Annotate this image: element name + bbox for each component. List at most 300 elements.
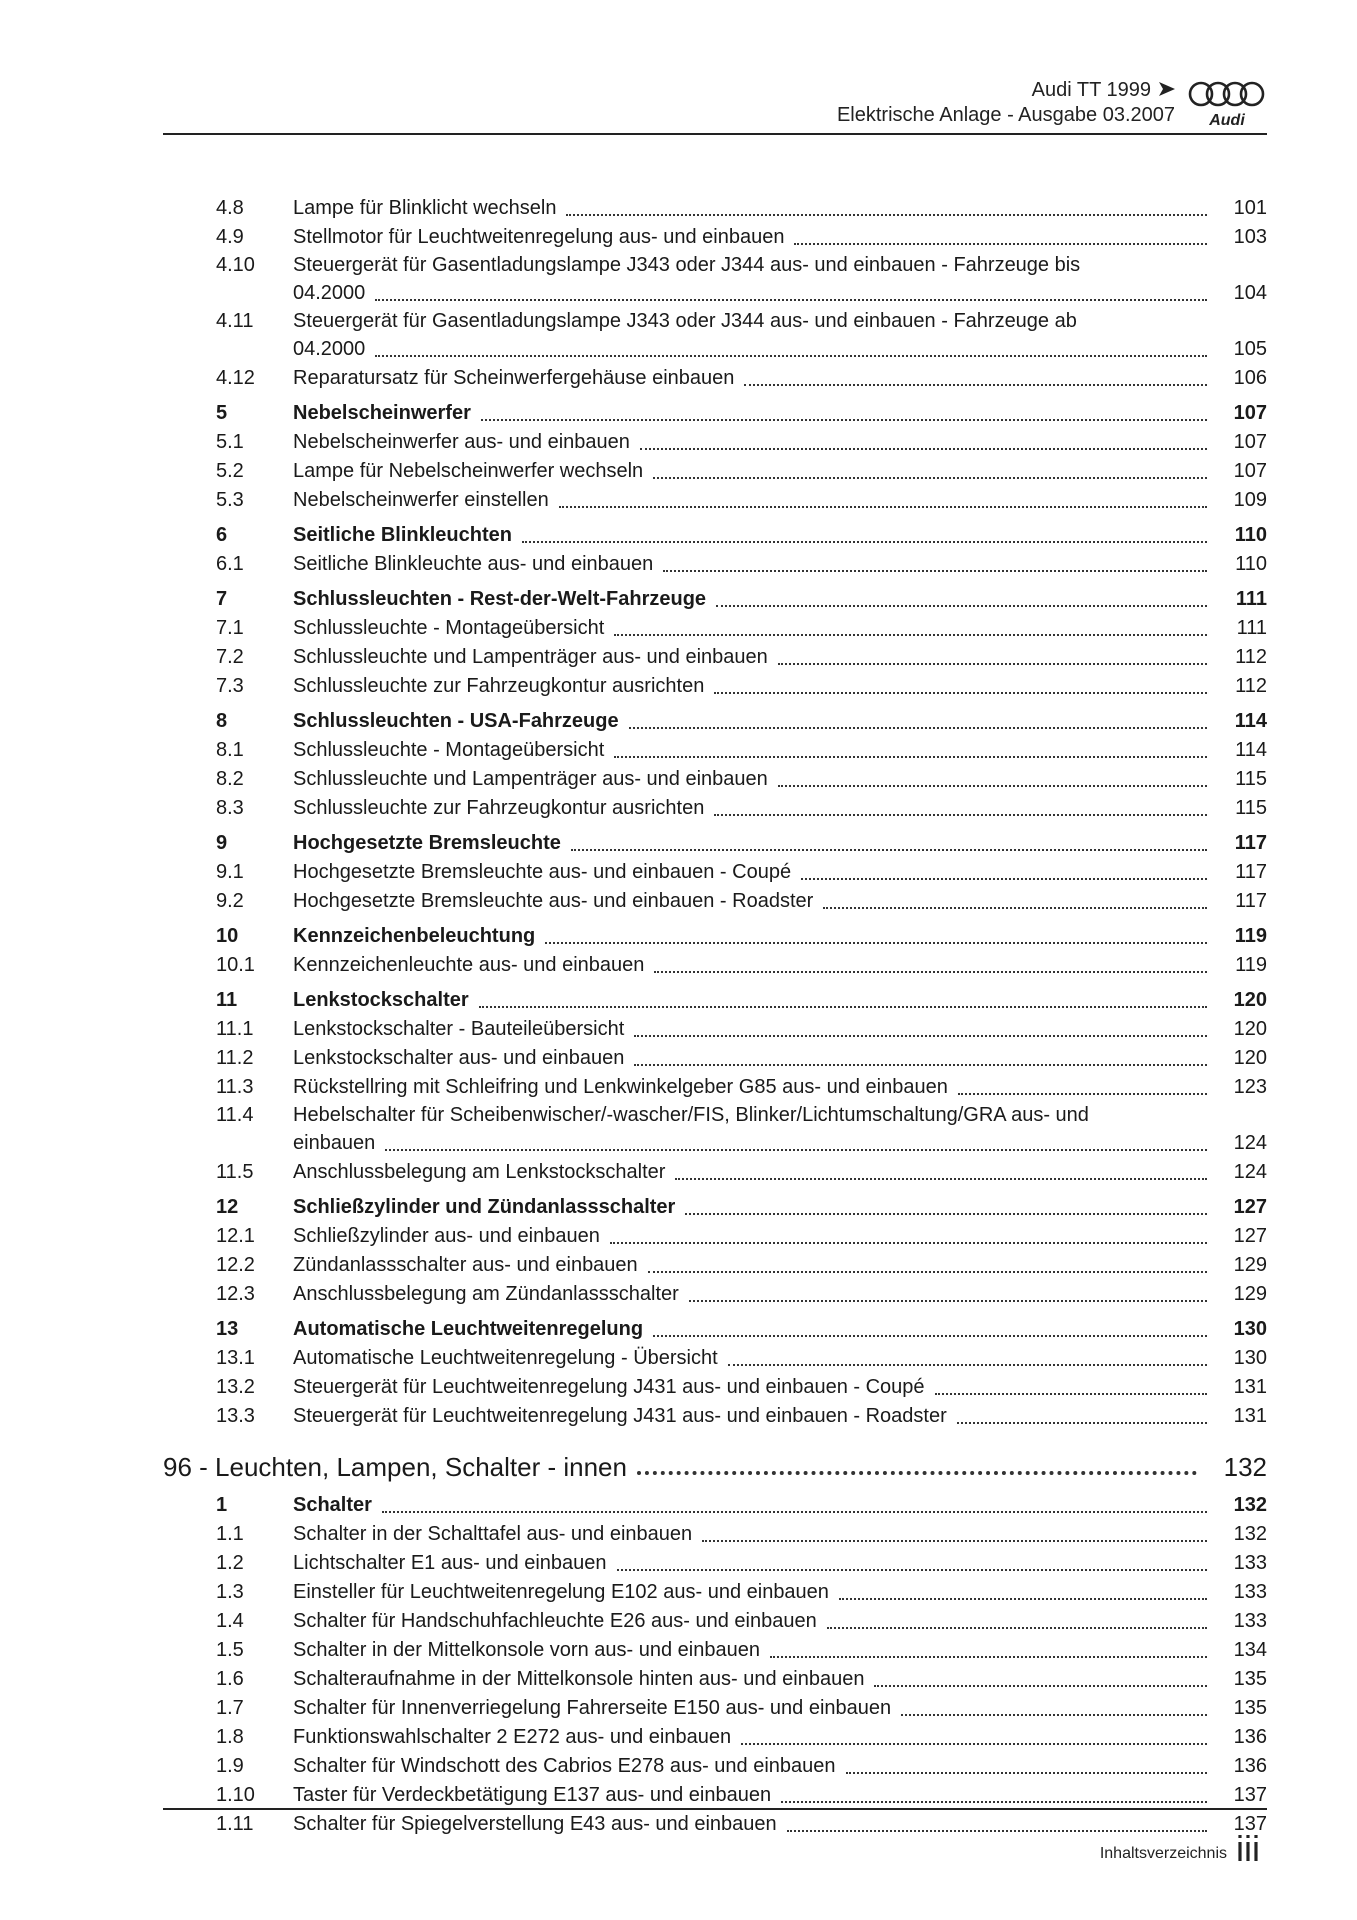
toc-entry-title: Anschlussbelegung am Lenkstockschalter [293,1161,666,1183]
toc-page-number: 137 [1233,1813,1267,1835]
toc-entry-title: Steuergerät für Gasentladungslampe J343 oder J344 aus- und einbauen - Fahrzeuge ab [293,310,1077,332]
toc-entry-title: Schlussleuchten - Rest-der-Welt-Fahrzeuge [293,588,707,610]
toc-entry-title: Hochgesetzte Bremsleuchte [293,832,561,854]
toc-row[interactable] [163,1015,1267,1044]
dot-leader [610,1242,1207,1244]
toc-entry-title: Lichtschalter E1 aus- und einbauen [293,1552,607,1574]
toc-row[interactable] [163,614,1267,643]
logo-wordmark: Audi [1209,112,1245,129]
toc-title-group [293,399,1217,428]
toc-entry-title: Schlussleuchte zur Fahrzeugkontur ausrichten [293,797,705,819]
footer-page-number: iii [1236,1828,1260,1869]
toc-entry-title-line2: 04.2000 [293,338,366,360]
toc-page-number: 107 [1233,402,1267,424]
toc-title-group [293,1073,1217,1102]
toc-entry-title: Schalter [293,1494,372,1516]
toc-entry-number: 8 [216,710,228,732]
toc-row[interactable] [163,1665,1267,1694]
toc-entry-title: Lampe für Nebelscheinwerfer wechseln [293,460,644,482]
toc-row[interactable] [163,1781,1267,1810]
toc-title-group [293,1158,1217,1187]
toc-entry-title: Schalter für Innenverriegelung Fahrerseite E150 aus- und einbauen [293,1697,892,1719]
toc-chapter-row[interactable] [163,1315,1267,1344]
toc-page-number: 111 [1236,617,1267,639]
toc-page-number: 120 [1233,1018,1267,1040]
dot-leader [839,1598,1207,1600]
toc-title-group [293,1373,1217,1402]
toc-title-group [293,223,1217,252]
dot-leader [778,785,1207,787]
toc-title-group [293,486,1217,515]
toc-entry-number: 1.10 [216,1784,255,1806]
toc-entry-title: Hochgesetzte Bremsleuchte aus- und einbauen - Coupé [293,861,792,883]
toc-entry-number: 5.3 [216,489,244,511]
toc-entry-title: Schließzylinder und Zündanlassschalter [293,1196,676,1218]
dot-leader [787,1830,1207,1832]
toc-page-number: 133 [1233,1610,1267,1632]
toc-entry-number: 8.2 [216,768,244,790]
toc-entry-title: Kennzeichenleuchte aus- und einbauen [293,954,645,976]
toc-entry-number: 1.8 [216,1726,244,1748]
toc-chapter-row[interactable] [163,1193,1267,1222]
toc-entry-number: 7.2 [216,646,244,668]
dot-leader [653,1335,1207,1337]
toc-title-group [293,887,1217,916]
toc-entry-number: 11.3 [216,1076,254,1098]
toc-title-group [293,1723,1217,1752]
toc-page-number: 107 [1233,460,1267,482]
toc-title-group [293,986,1217,1015]
toc-entry-number: 11 [216,989,238,1011]
toc-entry-number: 12.1 [216,1225,255,1247]
toc-chapter-row[interactable] [163,1491,1267,1520]
toc-page-number: 136 [1233,1755,1267,1777]
dot-leader [637,1471,1197,1475]
toc-entry-title: Schalter für Handschuhfachleuchte E26 aus- und einbauen [293,1610,817,1632]
toc-title-group [293,1781,1217,1810]
toc-row[interactable] [163,672,1267,701]
toc-row[interactable] [163,1694,1267,1723]
toc-row[interactable] [163,308,1267,364]
toc-entry-number: 1.9 [216,1755,244,1777]
dot-leader [714,692,1207,694]
toc-page-number: 105 [1233,338,1267,360]
toc-page-number: 137 [1233,1784,1267,1806]
toc-title-group [293,457,1217,486]
dot-leader [629,727,1207,729]
toc-entry-title: Seitliche Blinkleuchten [293,524,512,546]
dot-leader [648,1271,1207,1273]
toc-row[interactable] [163,1402,1267,1431]
toc-page-number: 109 [1233,489,1267,511]
toc-entry-number: 4.9 [216,226,244,248]
toc-title-group [293,1810,1217,1839]
toc-title-group [293,1315,1217,1344]
dot-leader [801,878,1207,880]
toc-title-continuation [293,1129,1217,1158]
toc-title-group [293,550,1217,579]
toc-page-number: 131 [1233,1376,1267,1398]
toc-entry-title: Schalteraufnahme in der Mittelkonsole hinten aus- und einbauen [293,1668,865,1690]
toc-page-number: 114 [1234,710,1267,732]
toc-entry-title: Schalter für Windschott des Cabrios E278 aus- und einbauen [293,1755,836,1777]
toc-entry-title: Hebelschalter für Scheibenwischer/-wascher/FIS, Blinker/Lichtumschaltung/GRA aus- und [293,1104,1089,1126]
toc-title-group [293,1222,1217,1251]
toc-entry-number: 1.1 [216,1523,244,1545]
toc-entry-title: Steuergerät für Leuchtweitenregelung J431 aus- und einbauen - Roadster [293,1405,947,1427]
toc-entry-title: Stellmotor für Leuchtweitenregelung aus- und einbauen [293,226,785,248]
footer-label: Inhaltsverzeichnis [1099,1845,1227,1862]
toc-title-group [293,1193,1217,1222]
toc-page-number: 124 [1233,1132,1267,1154]
toc-entry-number: 4.10 [216,254,255,276]
toc-row[interactable] [163,1607,1267,1636]
toc-chapter-row[interactable] [163,707,1267,736]
toc-entry-number: 6.1 [216,553,244,575]
toc-entry-title: Steuergerät für Leuchtweitenregelung J431 aus- und einbauen - Coupé [293,1376,925,1398]
toc-title-continuation [293,335,1217,364]
dot-leader [781,1801,1207,1803]
toc-entry-title: Schlussleuchte und Lampenträger aus- und einbauen [293,768,768,790]
toc-page-number: 112 [1235,646,1267,668]
toc-title-group [293,707,1217,736]
dot-leader [823,907,1207,909]
toc-title-group [293,521,1217,550]
toc-entry-number: 4.12 [216,367,255,389]
toc-page-number: 134 [1233,1639,1267,1661]
dot-leader [375,355,1207,357]
toc-title-group [293,1520,1217,1549]
toc-page-number: 132 [1233,1523,1267,1545]
toc-entry-title: Nebelscheinwerfer aus- und einbauen [293,431,630,453]
toc-entry-title: Einsteller für Leuchtweitenregelung E102 aus- und einbauen [293,1581,829,1603]
toc-chapter-row[interactable] [163,585,1267,614]
toc-page-number: 117 [1234,832,1267,854]
toc-page-number: 133 [1233,1552,1267,1574]
dot-leader [675,1178,1207,1180]
dot-leader [957,1422,1207,1424]
toc-entry-title: Steuergerät für Gasentladungslampe J343 oder J344 aus- und einbauen - Fahrzeuge bis [293,254,1081,276]
toc-entry-number: 1.2 [216,1552,244,1574]
toc-title-group [293,951,1217,980]
toc-row[interactable] [163,364,1267,393]
toc-page-number: 110 [1235,553,1267,575]
toc-entry-number: 5.2 [216,460,244,482]
toc-entry-number: 4.8 [216,197,244,219]
toc-entry-number: 5.1 [216,431,244,453]
toc-entry-number: 7.3 [216,675,244,697]
toc-page-number: 110 [1234,524,1267,546]
toc-row[interactable] [163,428,1267,457]
toc-row[interactable] [163,1222,1267,1251]
toc-entry-number: 1.7 [216,1697,244,1719]
toc-page-number: 119 [1235,954,1267,976]
header-divider [163,133,1267,135]
audi-logo [1187,78,1267,130]
toc-page-number: 135 [1233,1697,1267,1719]
toc-title-group [293,252,1217,308]
dot-leader [653,477,1207,479]
toc-title-group [293,1549,1217,1578]
dot-leader [702,1540,1207,1542]
page-header [163,78,1267,133]
toc-entry-number: 1.5 [216,1639,244,1661]
toc-entry-title: Hochgesetzte Bremsleuchte aus- und einbauen - Roadster [293,890,814,912]
toc-row[interactable] [163,858,1267,887]
toc-title-group [293,643,1217,672]
toc-page-number: 106 [1233,367,1267,389]
toc-entry-title: Zündanlassschalter aus- und einbauen [293,1254,638,1276]
dot-leader [827,1627,1207,1629]
toc-page-number: 104 [1233,282,1267,304]
toc-title-group [293,194,1217,223]
toc-entry-title: Schlussleuchte - Montageübersicht [293,739,605,761]
dot-leader [770,1656,1207,1658]
toc-page-number: 115 [1235,768,1267,790]
toc-page-number: 124 [1233,1161,1267,1183]
toc-title-group [293,1491,1217,1520]
toc-title-group [293,1280,1217,1309]
toc-entry-title: Lenkstockschalter - Bauteileübersicht [293,1018,625,1040]
dot-leader [566,214,1207,216]
arrow-right-icon [1159,82,1175,96]
toc-title-group [163,1449,1207,1485]
toc-title-group [293,1752,1217,1781]
toc-entry-title: Schalter in der Schalttafel aus- und einbauen [293,1523,693,1545]
toc-page-number: 111 [1235,588,1267,610]
header-subtitle: Elektrische Anlage - Ausgabe 03.2007 [836,104,1175,126]
table-of-contents [163,194,1267,1839]
toc-row[interactable] [163,1102,1267,1158]
toc-entry-number: 6 [216,524,228,546]
toc-entry-number: 1.11 [216,1813,254,1835]
toc-entry-title-line2: einbauen [293,1132,376,1154]
toc-chapter-row[interactable] [163,521,1267,550]
toc-title-group [293,1402,1217,1431]
toc-entry-title: Automatische Leuchtweitenregelung [293,1318,644,1340]
dot-leader [634,1064,1207,1066]
toc-row[interactable] [163,1344,1267,1373]
toc-title-group [293,585,1217,614]
toc-page-number: 107 [1233,431,1267,453]
toc-row[interactable] [163,736,1267,765]
toc-title-group [293,308,1217,364]
toc-page-number: 112 [1235,675,1267,697]
toc-entry-number: 12.3 [216,1283,255,1305]
toc-row[interactable] [163,765,1267,794]
toc-entry-title: Nebelscheinwerfer [293,402,471,424]
dot-leader [714,814,1207,816]
toc-row[interactable] [163,1373,1267,1402]
toc-title-group [293,672,1217,701]
toc-row[interactable] [163,550,1267,579]
toc-page-number: 120 [1233,989,1267,1011]
toc-entry-number: 7.1 [216,617,244,639]
dot-leader [522,541,1207,543]
toc-row[interactable] [163,1520,1267,1549]
toc-entry-number: 1.6 [216,1668,244,1690]
toc-page-number: 101 [1233,197,1267,219]
toc-entry-number: 4.11 [216,310,254,332]
toc-row[interactable] [163,486,1267,515]
toc-title-group [293,1251,1217,1280]
toc-page-number: 117 [1235,890,1267,912]
toc-row[interactable] [163,643,1267,672]
dot-leader [571,849,1207,851]
toc-title-group [293,765,1217,794]
toc-page-number: 129 [1233,1283,1267,1305]
toc-title-continuation [293,279,1217,308]
toc-entry-title: Kennzeichenbeleuchtung [293,925,536,947]
toc-row[interactable] [163,1044,1267,1073]
toc-row[interactable] [163,1810,1267,1839]
dot-leader [479,1006,1207,1008]
toc-entry-title: 96 - Leuchten, Lampen, Schalter - innen [163,1452,627,1482]
toc-entry-title: Nebelscheinwerfer einstellen [293,489,549,511]
toc-entry-title-line2: 04.2000 [293,282,366,304]
toc-entry-number: 5 [216,402,228,424]
toc-row[interactable] [163,1723,1267,1752]
toc-entry-number: 13.3 [216,1405,255,1427]
dot-leader [685,1213,1207,1215]
dot-leader [778,663,1207,665]
toc-title-group [293,794,1217,823]
toc-entry-title: Schalter in der Mittelkonsole vorn aus- und einbauen [293,1639,760,1661]
dot-leader [958,1093,1207,1095]
toc-entry-number: 12.2 [216,1254,255,1276]
toc-page-number: 123 [1233,1076,1267,1098]
toc-title-group [293,1102,1217,1158]
dot-leader [794,243,1207,245]
toc-entry-title: Reparatursatz für Scheinwerfergehäuse einbauen [293,367,735,389]
toc-row[interactable] [163,951,1267,980]
toc-chapter-row[interactable] [163,922,1267,951]
dot-leader [375,299,1207,301]
dot-leader [481,419,1207,421]
toc-entry-title: Rückstellring mit Schleifring und Lenkwinkelgeber G85 aus- und einbauen [293,1076,948,1098]
toc-entry-title: Schlussleuchte zur Fahrzeugkontur ausrichten [293,675,705,697]
toc-page-number: 114 [1235,739,1267,761]
toc-row[interactable] [163,1752,1267,1781]
toc-entry-number: 9 [216,832,228,854]
toc-entry-number: 1.3 [216,1581,244,1603]
toc-title-group [293,829,1217,858]
toc-chapter-row[interactable] [163,986,1267,1015]
dot-leader [874,1685,1207,1687]
toc-row[interactable] [163,1158,1267,1187]
dot-leader [728,1364,1207,1366]
dot-leader [689,1300,1207,1302]
footer-divider [163,1808,1267,1810]
toc-page-number: 136 [1233,1726,1267,1748]
toc-entry-number: 9.2 [216,890,244,912]
toc-row[interactable] [163,1578,1267,1607]
toc-entry-title: Schlussleuchte - Montageübersicht [293,617,605,639]
toc-page-number: 133 [1233,1581,1267,1603]
toc-entry-number: 12 [216,1196,239,1218]
toc-row[interactable] [163,1073,1267,1102]
toc-page-number: 132 [1233,1494,1267,1516]
toc-entry-title: Seitliche Blinkleuchte aus- und einbauen [293,553,654,575]
dot-leader [640,448,1207,450]
toc-entry-number: 11.1 [216,1018,254,1040]
toc-title-group [293,1694,1217,1723]
toc-page-number: 119 [1234,925,1267,947]
toc-page-number: 130 [1233,1347,1267,1369]
toc-row[interactable] [163,794,1267,823]
toc-page-number: 117 [1235,861,1267,883]
dot-leader [663,570,1207,572]
dot-leader [617,1569,1207,1571]
toc-row[interactable] [163,223,1267,252]
toc-entry-title: Lenkstockschalter [293,989,469,1011]
header-model: Audi TT 1999 [837,78,1175,103]
toc-title-group [293,614,1217,643]
toc-entry-title: Lenkstockschalter aus- und einbauen [293,1047,625,1069]
toc-entry-number: 11.4 [216,1104,254,1126]
toc-entry-number: 8.3 [216,797,244,819]
audi-rings-icon [1187,78,1267,130]
header-text [837,78,1175,128]
dot-leader [614,756,1207,758]
toc-entry-title: Lampe für Blinklicht wechseln [293,197,557,219]
toc-title-group [293,428,1217,457]
toc-page-number: 129 [1233,1254,1267,1276]
toc-title-group [293,1015,1217,1044]
toc-entry-title: Schlussleuchte und Lampenträger aus- und einbauen [293,646,768,668]
toc-entry-number: 10.1 [216,954,255,976]
toc-page-number: 103 [1233,226,1267,248]
toc-entry-title: Funktionswahlschalter 2 E272 aus- und einbauen [293,1726,732,1748]
toc-row[interactable] [163,1636,1267,1665]
dot-leader [654,971,1207,973]
toc-page-number: 127 [1233,1196,1267,1218]
toc-entry-title: Taster für Verdeckbetätigung E137 aus- und einbauen [293,1784,772,1806]
dot-leader [559,506,1207,508]
toc-page-number: 132 [1223,1452,1267,1482]
toc-row[interactable] [163,1549,1267,1578]
toc-entry-number: 1 [216,1494,228,1516]
toc-title-group [293,1636,1217,1665]
toc-chapter-row[interactable] [163,829,1267,858]
toc-title-group [293,922,1217,951]
toc-row[interactable] [163,1280,1267,1309]
dot-leader [614,634,1207,636]
toc-title-group [293,736,1217,765]
dot-leader [901,1714,1207,1716]
toc-title-group [293,1044,1217,1073]
toc-row[interactable] [163,1251,1267,1280]
toc-entry-number: 1.4 [216,1610,244,1632]
toc-page-number: 131 [1233,1405,1267,1427]
toc-page-number: 135 [1233,1668,1267,1690]
dot-leader [846,1772,1207,1774]
toc-row[interactable] [163,194,1267,223]
toc-section-row[interactable] [163,1449,1267,1485]
toc-entry-number: 11.2 [216,1047,254,1069]
toc-page-number: 130 [1233,1318,1267,1340]
toc-row[interactable] [163,457,1267,486]
toc-title-group [293,1578,1217,1607]
toc-row[interactable] [163,252,1267,308]
toc-entry-number: 10 [216,925,239,947]
dot-leader [385,1149,1207,1151]
dot-leader [716,605,1207,607]
toc-row[interactable] [163,887,1267,916]
toc-page-number: 120 [1233,1047,1267,1069]
toc-chapter-row[interactable] [163,399,1267,428]
toc-title-group [293,1665,1217,1694]
